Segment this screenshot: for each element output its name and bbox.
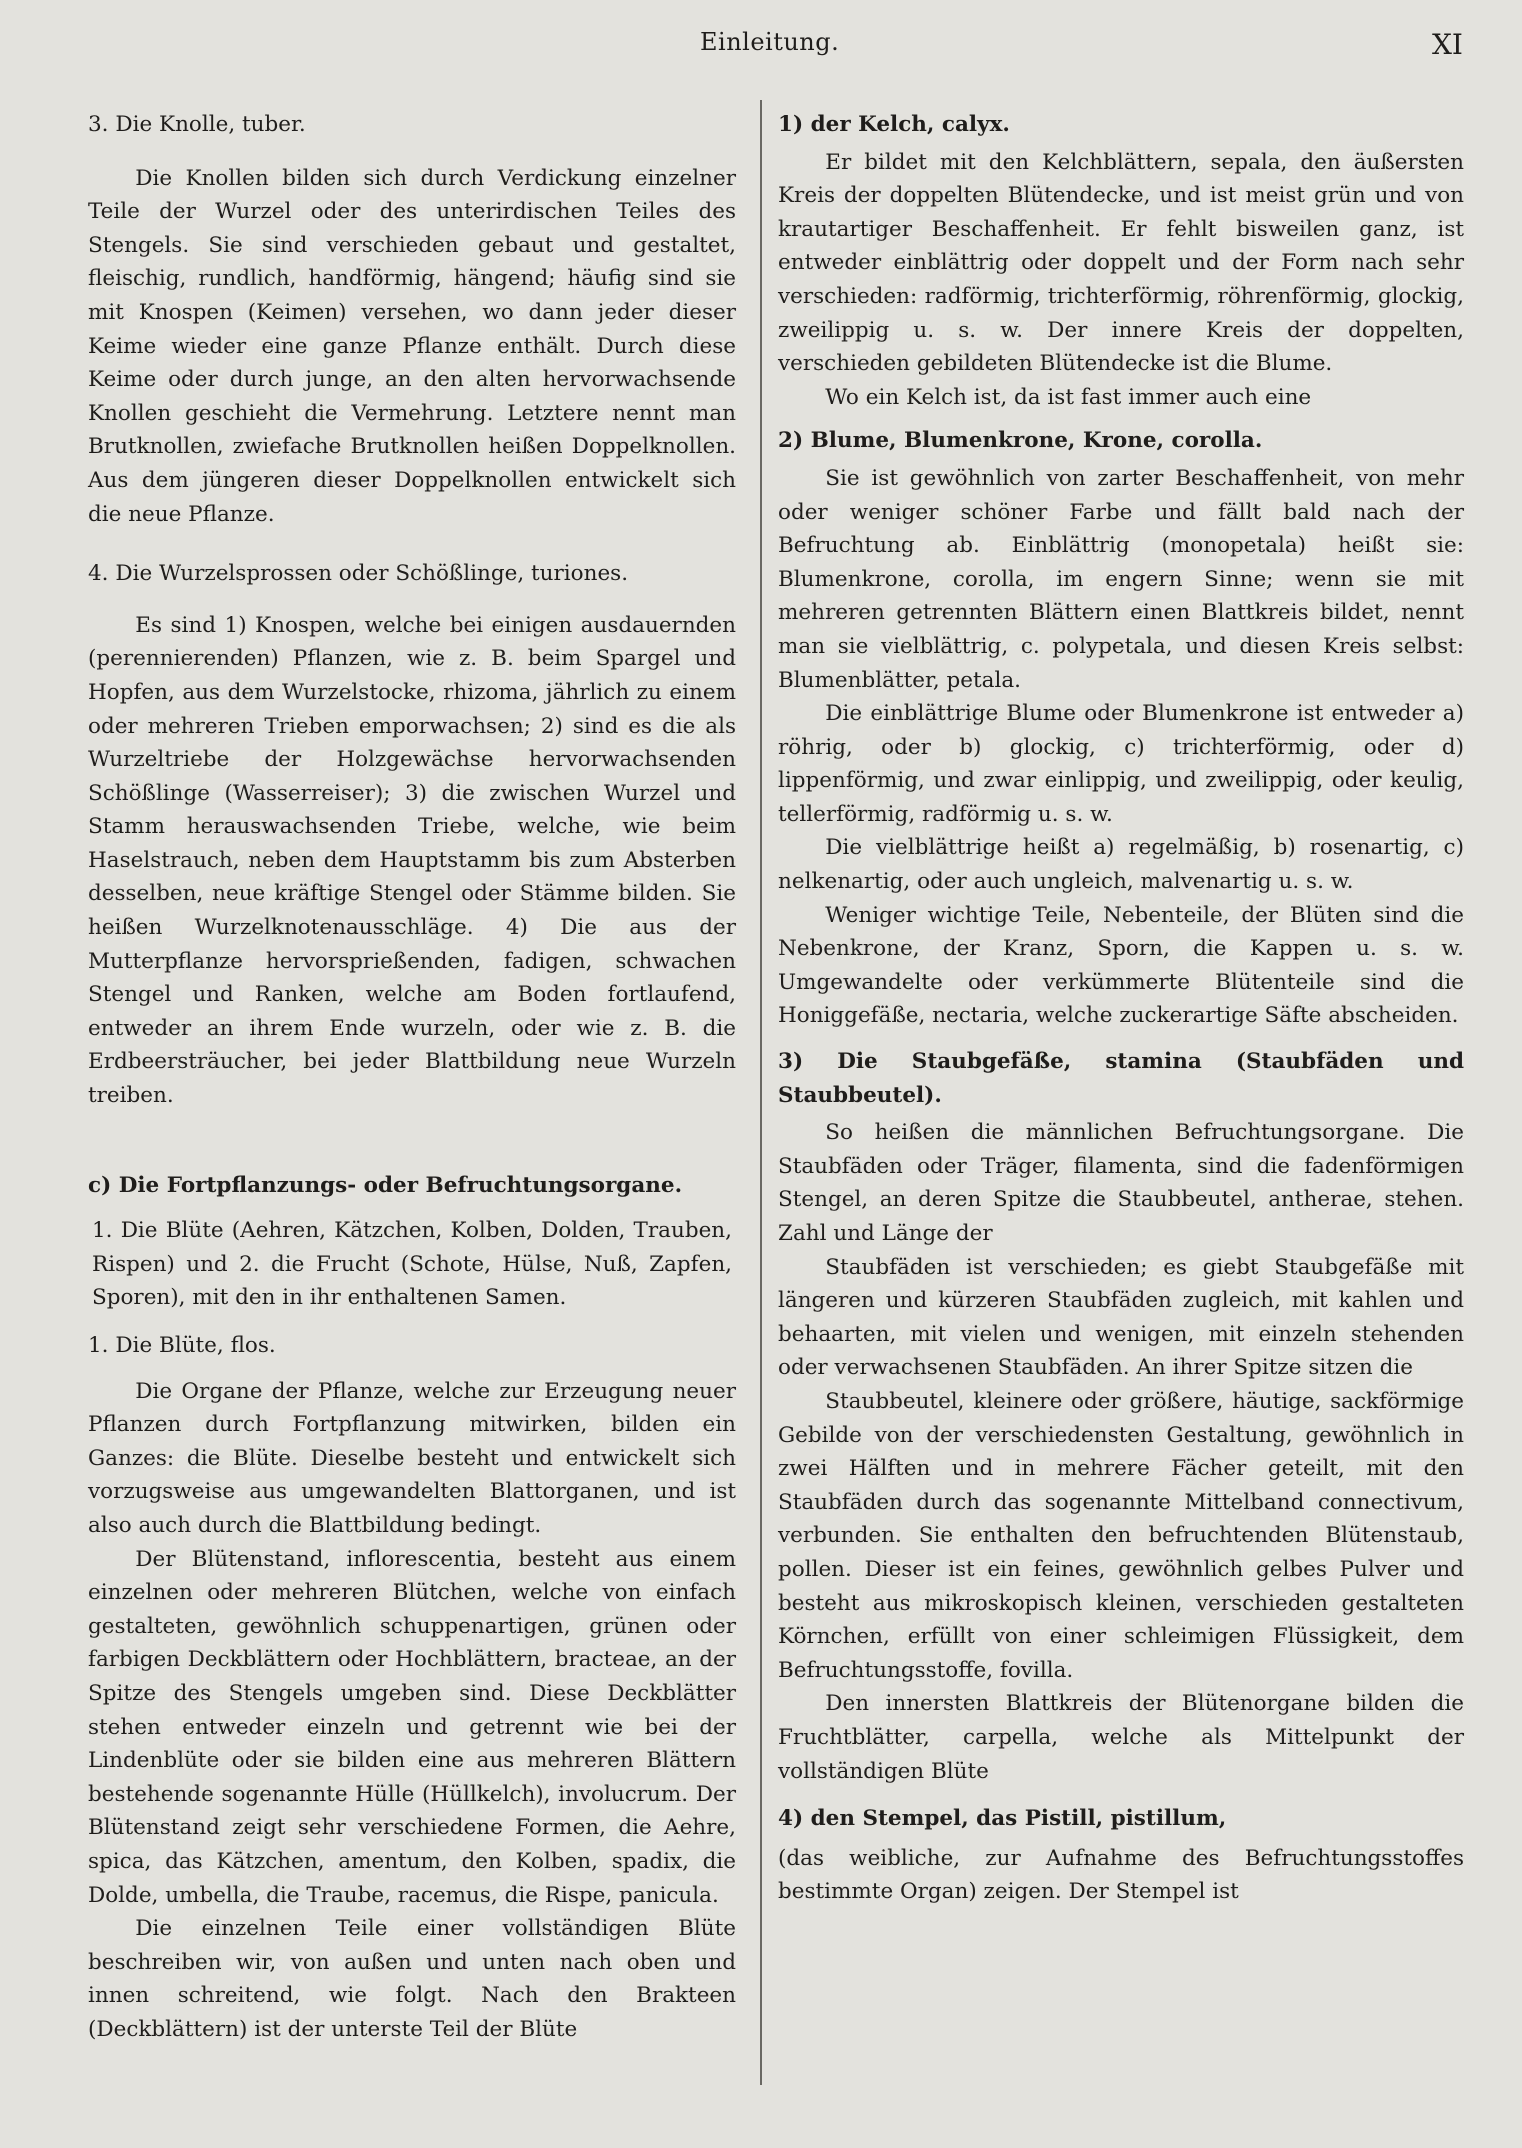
- paragraph-blume-3: Die vielblättrige heißt a) regelmäßig, b) rosenartig, c) nelkenartig, oder auch ungleich, malvenartig u. s. w.: [778, 835, 1464, 895]
- heading-blume: 2) Blume, Blumenkrone, Krone, corolla.: [778, 428, 1263, 454]
- heading-kelch: 1) der Kelch, calyx.: [778, 112, 1010, 137]
- paragraph-staub-3: Staubbeutel, kleinere oder größere, häutige, sackförmige Gebilde von der verschiedensten Gestaltung, gewöhnlich in zwei Hälften und in mehrere Fächer geteilt, mit den Staubfäden durch das sogenannte Mittelband connectivum, verbunden. Sie enthalten den befruchtenden Blütenstaub, pollen. Dieser ist ein feines, gewöhnlich gelbes Pulver und besteht aus mikroskopisch kleinen, verschieden gestalteten Körnchen, erfüllt von einer schleimigen Flüssigkeit, dem Befruchtungsstoffe, fovilla.: [778, 1388, 1464, 1683]
- note-fortpflanzungsorgane: 1. Die Blüte (Aehren, Kätzchen, Kolben, Dolden, Trauben, Rispen) und 2. die Frucht (Schote, Hülse, Nuß, Zapfen, Sporen), mit den in ihr enthaltenen Samen.: [92, 1218, 732, 1311]
- heading-bluete: 1. Die Blüte, flos.: [88, 1333, 276, 1358]
- paragraph-wurzelsprossen: Es sind 1) Knospen, welche bei einigen ausdauernden (perennierenden) Pflanzen, wie z. B. beim Spargel und Hopfen, aus dem Wurzelstocke, rhizoma, jährlich zu einem oder mehreren Trieben emporwachsen; 2) sind es die als Wurzeltriebe der Holzgewächse hervorwachsenden Schößlinge (Wasserreiser); 3) die zwischen Wurzel und Stamm herauswachsenden Triebe, welche, wie beim Haselstrauch, neben dem Hauptstamm bis zum Absterben desselben, neue kräftige Stengel oder Stämme bilden. Sie heißen Wurzelknotenausschläge. 4) Die aus der Mutterpflanze hervorsprießenden, fadigen, schwachen Stengel und Ranken, welche am Boden fortlaufend, entweder an ihrem Ende wurzeln, oder wie z. B. die Erdbeersträucher, bei jeder Blattbildung neue Wurzeln treiben.: [88, 612, 736, 1109]
- paragraph-staub-2: Staubfäden ist verschieden; es giebt Staubgefäße mit längeren und kürzeren Staubfäden zugleich, mit kahlen und behaarten, mit vielen und wenigen, mit einzeln stehenden oder verwachsenen Staubfäden. An ihrer Spitze sitzen die: [778, 1254, 1464, 1381]
- column-divider: [760, 100, 762, 2085]
- right-column: [778, 108, 1464, 1909]
- paragraph-bluete-3: Die einzelnen Teile einer vollständigen Blüte beschreiben wir, von außen und unten nach oben und innen schreitend, wie folgt. Nach den Brakteen (Deckblättern) ist der unterste Teil der Blüte: [88, 1916, 736, 2042]
- paragraph-knolle: Die Knollen bilden sich durch Verdickung einzelner Teile der Wurzel oder des unterirdischen Teiles des Stengels. Sie sind verschieden gebaut und gestaltet, fleischig, rundlich, handförmig, hängend; häufig sind sie mit Knospen (Keimen) versehen, wo dann jeder dieser Keime wieder eine ganze Pflanze enthält. Durch diese Keime oder durch junge, an den alten hervorwachsende Knollen geschieht die Vermehrung. Letztere nennt man Brutknollen, zwiefache Brutknollen heißen Doppelknollen. Aus dem jüngeren dieser Doppelknollen entwickelt sich die neue Pflanze.: [88, 165, 736, 527]
- paragraph-stempel: (das weibliche, zur Aufnahme des Befruchtungsstoffes bestimmte Organ) zeigen. Der Stempel ist: [778, 1845, 1464, 1905]
- left-column: [88, 108, 736, 2046]
- paragraph-blume-4: Weniger wichtige Teile, Nebenteile, der Blüten sind die Nebenkrone, der Kranz, Sporn, die Kappen u. s. w. Umgewandelte oder verkümmerte Blütenteile sind die Honiggefäße, nectaria, welche zuckerartige Säfte abscheiden.: [778, 902, 1464, 1029]
- heading-staubgefaesse: 3) Die Staubgefäße, stamina (Staubfäden und Staubbeutel).: [778, 1049, 1464, 1108]
- running-title: Einleitung.: [700, 28, 840, 56]
- paragraph-blume-1: Sie ist gewöhnlich von zarter Beschaffenheit, von mehr oder weniger schöner Farbe und fällt bald nach der Befruchtung ab. Einblättrig (monopetala) heißt sie: Blumenkrone, corolla, im engern Sinne; wenn sie mit mehreren getrennten Blättern einen Blattkreis bildet, nennt man sie vielblättrig, c. polypetala, und diesen Kreis selbst: Blumenblätter, petala.: [778, 465, 1464, 693]
- heading-knolle: 3. Die Knolle, tuber.: [88, 112, 306, 137]
- heading-wurzelsprossen: 4. Die Wurzelsprossen oder Schößlinge, turiones.: [88, 561, 629, 587]
- paragraph-staub-1: So heißen die männlichen Befruchtungsorgane. Die Staubfäden oder Träger, filamenta, sind die fadenförmigen Stengel, an deren Spitze die Staubbeutel, antherae, stehen. Zahl und Länge der: [778, 1120, 1464, 1246]
- paragraph-kelch-2: Wo ein Kelch ist, da ist fast immer auch eine: [825, 384, 1312, 410]
- page-header: [0, 28, 1522, 68]
- paragraph-kelch-1: Er bildet mit den Kelchblättern, sepala, den äußersten Kreis der doppelten Blütendecke, und ist meist grün und von krautartiger Beschaffenheit. Er fehlt bisweilen ganz, ist entweder einblättrig oder doppelt und der Form nach sehr verschieden: radförmig, trichterförmig, röhrenförmig, glockig, zweilippig u. s. w. Der innere Kreis der doppelten, verschieden gebildeten Blütendecke ist die Blume.: [778, 149, 1464, 377]
- paragraph-blume-2: Die einblättrige Blume oder Blumenkrone ist entweder a) röhrig, oder b) glockig, c) trichterförmig, oder d) lippenförmig, und zwar einlippig, und zweilippig, oder keulig, tellerförmig, radförmig u. s. w.: [778, 701, 1464, 827]
- paragraph-bluete-1: Die Organe der Pflanze, welche zur Erzeugung neuer Pflanzen durch Fortpflanzung mitwirken, bilden ein Ganzes: die Blüte. Dieselbe besteht und entwickelt sich vorzugsweise aus umgewandelten Blattorganen, und ist also auch durch die Blattbildung bedingt.: [88, 1378, 736, 1538]
- heading-fortpflanzungsorgane: c) Die Fortpflanzungs- oder Befruchtungsorgane.: [88, 1172, 683, 1198]
- page-number: XI: [1432, 28, 1463, 61]
- paragraph-staub-4: Den innersten Blattkreis der Blütenorgane bilden die Fruchtblätter, carpella, welche als Mittelpunkt der vollständigen Blüte: [778, 1691, 1464, 1784]
- heading-stempel: 4) den Stempel, das Pistill, pistillum,: [778, 1806, 1227, 1832]
- paragraph-bluete-2: Der Blütenstand, inflorescentia, besteht aus einem einzelnen oder mehreren Blütchen, welche von einfach gestalteten, gewöhnlich schuppenartigen, grünen oder farbigen Deckblättern oder Hochblättern, bracteae, an der Spitze des Stengels umgeben sind. Diese Deckblätter stehen entweder einzeln und getrennt wie bei der Lindenblüte oder sie bilden eine aus mehreren Blättern bestehende sogenannte Hülle (Hüllkelch), involucrum. Der Blütenstand zeigt sehr verschiedene Formen, die Aehre, spica, das Kätzchen, amentum, den Kolben, spadix, die Dolde, umbella, die Traube, racemus, die Rispe, panicula.: [88, 1546, 736, 1908]
